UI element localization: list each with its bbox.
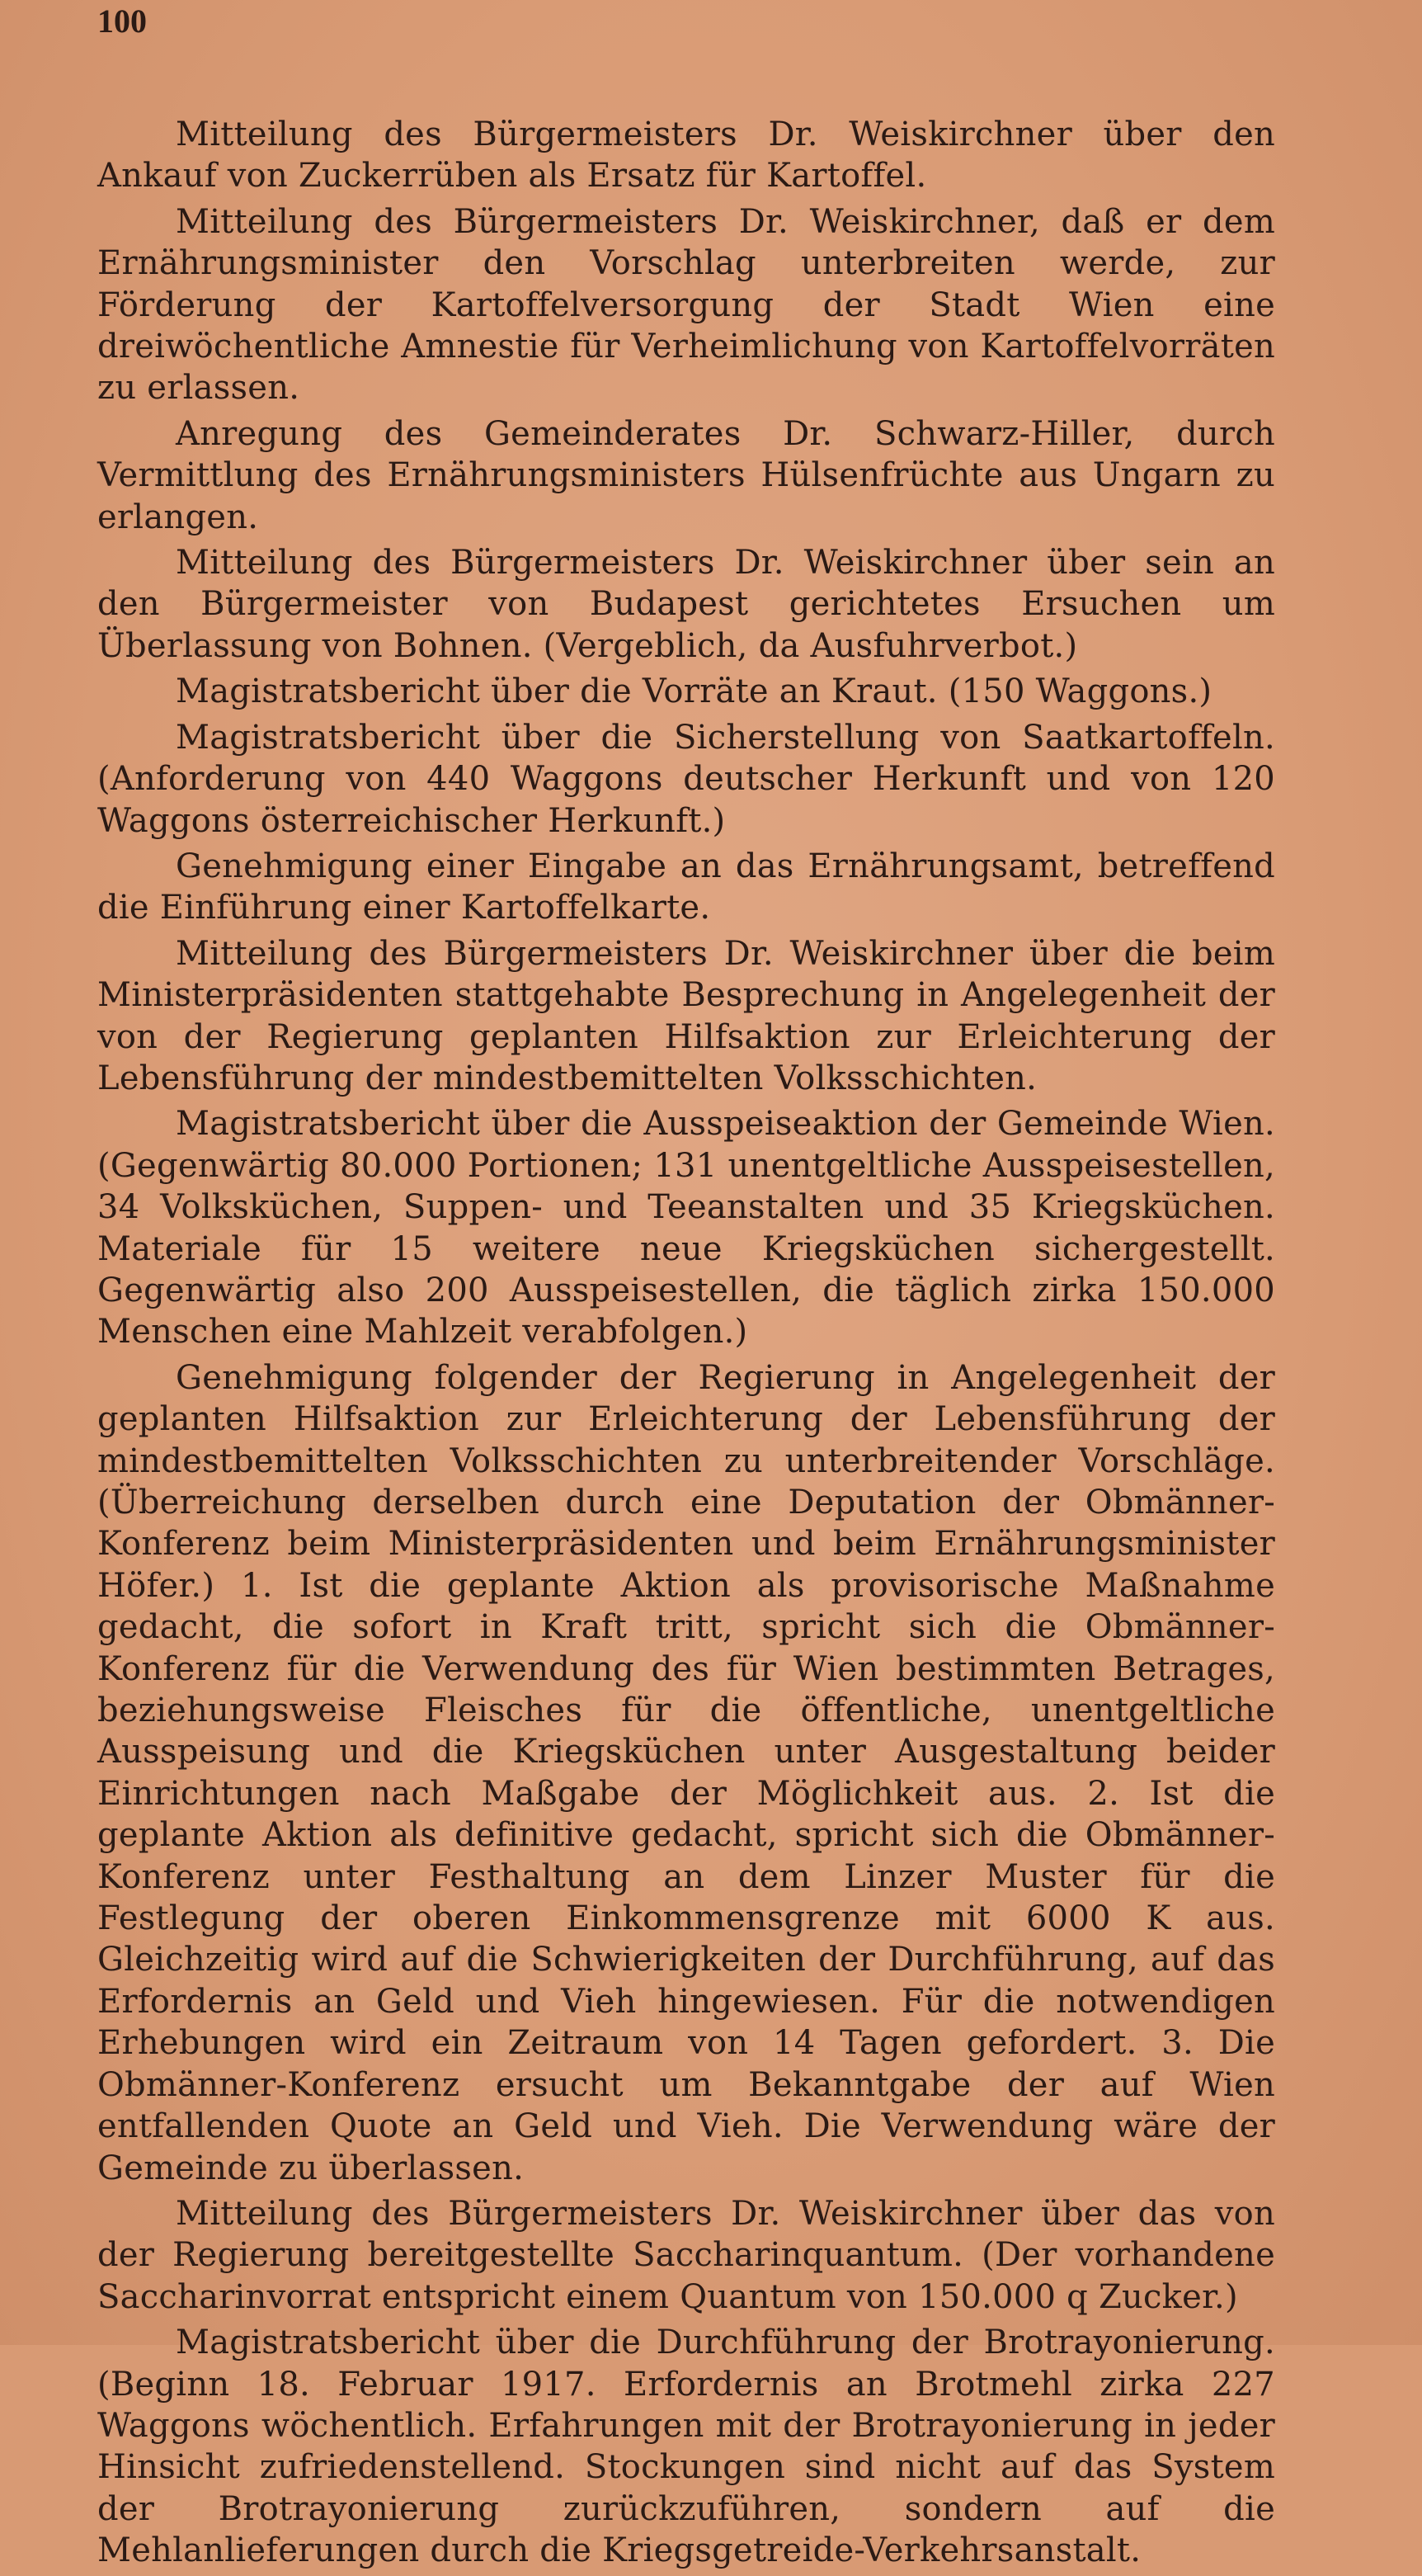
paragraph: Magistratsbericht über die Vorräte an Kraut. (150 Waggons.) (176, 672, 1212, 711)
body-text (97, 114, 1275, 2576)
paragraph: Magistratsbericht über die Sicherstellung von Saatkartoffeln. (Anforderung von 440 Waggons deutscher Herkunft und von 120 Waggons österreichischer Herkunft.) (97, 718, 1275, 840)
paragraph: Mitteilung des Bürgermeisters Dr. Weiskirchner über den Ankauf von Zuckerrüben als Ersatz für Kartoffel. (97, 116, 1275, 196)
paragraph: Genehmigung folgender der Regierung in Angelegenheit der geplanten Hilfsaktion zur Erleichterung der Lebensführung der mindestbemittelten Volksschichten zu unterbreitender Vorschläge. (Überreichung derselben durch eine Deputation der Obmänner-Konferenz beim Ministerpräsidenten und beim Ernährungsminister Höfer.) 1. Ist die geplante Aktion als provisorische Maßnahme gedacht, die sofort in Kraft tritt, spricht sich die Obmänner-Konferenz für die Verwendung des für Wien bestimmten Betrages, beziehungsweise Fleisches für die öffentliche, unentgeltliche Ausspeisung und die Kriegsküchen unter Ausgestaltung beider Einrichtungen nach Maßgabe der Möglichkeit aus. 2. Ist die geplante Aktion als definitive gedacht, spricht sich die Obmänner-Konferenz unter Festhaltung an dem Linzer Muster für die Festlegung der oberen Einkommensgrenze mit 6000 K aus. Gleichzeitig wird auf die Schwierigkeiten der Durchführung, auf das Erfordernis an Geld und Vieh hingewiesen. Für die notwendigen Erhebungen wird ein Zeitraum von 14 Tagen gefordert. 3. Die Obmänner-Konferenz ersucht um Bekanntgabe der auf Wien entfallenden Quote an Geld und Vieh. Die Verwendung wäre der Gemeinde zu überlassen. (97, 1358, 1275, 2187)
paragraph: Mitteilung des Bürgermeisters Dr. Weiskirchner über das von der Regierung bereitgestellte Saccharinquantum. (Der vorhandene Saccharinvorrat entspricht einem Quantum von 150.000 q Zucker.) (97, 2194, 1275, 2316)
page-number: 100 (97, 2, 147, 40)
paragraph: Mitteilung des Bürgermeisters Dr. Weiskirchner über die beim Ministerpräsidenten stattgehabte Besprechung in Angelegenheit der von der Regierung geplanten Hilfsaktion zur Erleichterung der Lebensführung der mindestbemittelten Volksschichten. (97, 934, 1275, 1097)
paragraph: Magistratsbericht über die Ausspeiseaktion der Gemeinde Wien. (Gegenwärtig 80.000 Portionen; 131 unentgeltliche Ausspeisestellen, 34 Volksküchen, Suppen- und Teeanstalten und 35 Kriegsküchen. Materiale für 15 weitere neue Kriegsküchen sichergestellt. Gegenwärtig also 200 Ausspeisestellen, die täglich zirka 150.000 Menschen eine Mahlzeit verabfolgen.) (97, 1105, 1275, 1352)
paragraph: Genehmigung einer Eingabe an das Ernährungsamt, betreffend die Einführung einer Kartoffelkarte. (97, 847, 1275, 927)
paragraph: Magistratsbericht über die Durchführung der Brotrayonierung. (Beginn 18. Februar 1917. Erfordernis an Brotmehl zirka 227 Waggons wöchentlich. Erfahrungen mit der Brotrayonierung in jeder Hinsicht zufriedenstellend. Stockungen sind nicht auf das System der Brotrayonierung zurückzuführen, sondern auf die Mehlanlieferungen durch die Kriegsgetreide-Verkehrsanstalt. (97, 2324, 1275, 2570)
paragraph: Mitteilung des Bürgermeisters Dr. Weiskirchner, daß er dem Ernährungsminister den Vorschlag unterbreiten werde, zur Förderung der Kartoffelversorgung der Stadt Wien eine dreiwöchentliche Amnestie für Verheimlichung von Kartoffelvorräten zu erlassen. (97, 202, 1275, 408)
paragraph: Mitteilung des Bürgermeisters Dr. Weiskirchner über sein an den Bürgermeister von Budapest gerichtetes Ersuchen um Überlassung von Bohnen. (Vergeblich, da Ausfuhrverbot.) (97, 544, 1275, 665)
paragraph: Anregung des Gemeinderates Dr. Schwarz-Hiller, durch Vermittlung des Ernährungsministers Hülsenfrüchte aus Ungarn zu erlangen. (97, 414, 1275, 536)
